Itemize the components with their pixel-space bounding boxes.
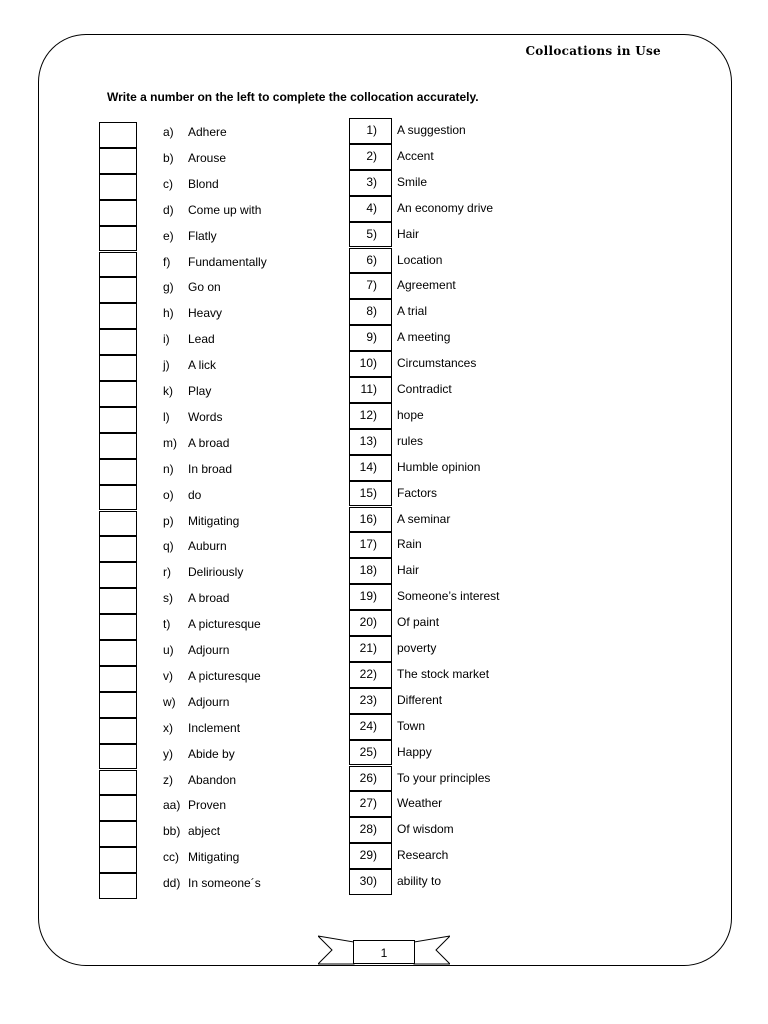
option-number: 6): [349, 248, 392, 274]
option-number: 2): [349, 144, 392, 170]
option-number: 9): [349, 325, 392, 351]
item-letter: t): [163, 617, 171, 632]
right-item-row: [349, 170, 609, 196]
item-word: abject: [188, 824, 221, 839]
left-item-row: [99, 459, 359, 485]
answer-blank-box[interactable]: [99, 200, 137, 226]
item-word: do: [188, 487, 202, 502]
item-letter: q): [163, 539, 174, 554]
right-item-row: [349, 507, 609, 533]
item-word: Abandon: [188, 772, 237, 787]
option-text: Accent: [397, 148, 434, 163]
option-text: A suggestion: [397, 123, 466, 137]
right-item-row: [349, 688, 609, 714]
option-number: 1): [349, 118, 392, 144]
option-text: Happy: [397, 744, 432, 759]
item-letter: p): [163, 513, 174, 528]
option-number: 5): [349, 222, 392, 248]
left-item-row: [99, 536, 359, 562]
left-item-row: [99, 226, 359, 252]
answer-blank-box[interactable]: [99, 277, 137, 303]
right-item-row: [349, 714, 609, 740]
item-letter: i): [163, 332, 170, 347]
left-item-row: [99, 873, 359, 899]
item-letter: b): [163, 150, 174, 165]
option-text: Rain: [397, 537, 422, 552]
item-letter: u): [163, 643, 174, 657]
right-item-row: [349, 144, 609, 170]
option-number: 30): [349, 869, 392, 895]
left-item-row: [99, 666, 359, 692]
option-text: Factors: [397, 485, 438, 500]
right-item-row: [349, 636, 609, 662]
item-letter: j): [163, 358, 170, 373]
option-text: Location: [397, 252, 443, 267]
item-word: Adjourn: [188, 694, 230, 709]
option-text: Hair: [397, 563, 420, 578]
option-text: Weather: [397, 796, 443, 811]
item-word: Blond: [188, 176, 219, 191]
left-item-row: [99, 692, 359, 718]
right-item-row: [349, 403, 609, 429]
option-number: 4): [349, 196, 392, 222]
answer-blank-box[interactable]: [99, 303, 137, 329]
item-word: Inclement: [188, 720, 241, 735]
item-letter: s): [163, 591, 173, 606]
right-item-row: [349, 481, 609, 507]
left-item-row: [99, 381, 359, 407]
right-item-row: [349, 662, 609, 688]
item-letter: r): [163, 565, 171, 580]
item-letter: bb): [163, 824, 181, 839]
option-number: 19): [349, 584, 392, 610]
item-word: Flatly: [188, 228, 217, 243]
option-text: To your principles: [397, 770, 491, 785]
answer-blank-box[interactable]: [99, 692, 137, 718]
option-number: 25): [349, 740, 392, 766]
item-word: Deliriously: [188, 565, 244, 580]
option-number: 14): [349, 455, 392, 481]
item-word: Adjourn: [188, 643, 230, 657]
item-word: Arouse: [188, 150, 227, 165]
answer-blank-box[interactable]: [99, 174, 137, 200]
item-letter: e): [163, 228, 174, 243]
option-text: Agreement: [397, 278, 456, 293]
left-item-row: [99, 355, 359, 381]
option-number: 16): [349, 507, 392, 533]
option-number: 27): [349, 791, 392, 817]
item-word: Come up with: [188, 202, 262, 217]
right-item-row: [349, 791, 609, 817]
left-item-row: [99, 329, 359, 355]
item-letter: l): [163, 409, 170, 424]
item-letter: h): [163, 306, 174, 321]
left-item-row: [99, 588, 359, 614]
left-item-row: [99, 485, 359, 511]
page-number: 1: [353, 940, 415, 964]
item-word: Auburn: [188, 539, 227, 554]
answer-blank-box[interactable]: [99, 485, 137, 511]
option-number: 11): [349, 377, 392, 403]
item-word: A broad: [188, 435, 230, 450]
item-letter: aa): [163, 798, 181, 813]
right-item-row: [349, 222, 609, 248]
exercise-instruction: Write a number on the left to complete the collocation accurately.: [107, 90, 479, 104]
option-text: Humble opinion: [397, 459, 481, 474]
answer-blank-box[interactable]: [99, 847, 137, 873]
option-text: ability to: [397, 874, 442, 889]
right-item-row: [349, 766, 609, 792]
right-item-row: [349, 248, 609, 274]
item-letter: a): [163, 125, 174, 139]
item-word: In someone´s: [188, 876, 261, 891]
option-number: 3): [349, 170, 392, 196]
item-letter: y): [163, 746, 173, 761]
option-number: 10): [349, 351, 392, 377]
answer-blank-box[interactable]: [99, 873, 137, 899]
item-word: Mitigating: [188, 850, 240, 865]
option-text: hope: [397, 407, 424, 422]
answer-blank-box[interactable]: [99, 122, 137, 148]
item-letter: k): [163, 384, 173, 398]
option-number: 29): [349, 843, 392, 869]
left-item-row: [99, 821, 359, 847]
answer-blank-box[interactable]: [99, 355, 137, 381]
left-item-row: [99, 200, 359, 226]
option-number: 12): [349, 403, 392, 429]
answer-blank-box[interactable]: [99, 536, 137, 562]
option-text: Research: [397, 848, 449, 863]
option-text: Different: [397, 692, 443, 707]
option-text: A meeting: [397, 330, 451, 345]
answer-blank-box[interactable]: [99, 226, 137, 252]
left-item-row: [99, 795, 359, 821]
item-letter: z): [163, 772, 173, 787]
item-letter: c): [163, 176, 173, 191]
option-number: 28): [349, 817, 392, 843]
right-item-row: [349, 196, 609, 222]
page-header-title: Collocations in Use: [525, 44, 661, 58]
left-item-row: [99, 148, 359, 174]
answer-blank-box[interactable]: [99, 433, 137, 459]
option-number: 17): [349, 532, 392, 558]
right-item-row: [349, 584, 609, 610]
right-item-row: [349, 351, 609, 377]
answer-blank-box[interactable]: [99, 614, 137, 640]
item-word: Fundamentally: [188, 254, 267, 269]
option-number: 8): [349, 299, 392, 325]
option-text: A seminar: [397, 511, 451, 526]
left-item-row: [99, 174, 359, 200]
option-text: poverty: [397, 641, 437, 655]
item-word: Proven: [188, 798, 227, 813]
item-word: A picturesque: [188, 668, 261, 683]
answer-blank-box[interactable]: [99, 588, 137, 614]
answer-blank-box[interactable]: [99, 718, 137, 744]
option-text: Of paint: [397, 615, 440, 630]
answer-blank-box[interactable]: [99, 640, 137, 666]
left-item-row: [99, 770, 359, 796]
right-item-row: [349, 558, 609, 584]
item-word: A picturesque: [188, 617, 261, 632]
option-number: 7): [349, 273, 392, 299]
left-item-row: [99, 614, 359, 640]
option-number: 21): [349, 636, 392, 662]
left-item-row: [99, 744, 359, 770]
option-text: Of wisdom: [397, 822, 454, 837]
answer-blank-box[interactable]: [99, 252, 137, 278]
item-letter: o): [163, 487, 174, 502]
item-word: Words: [188, 409, 223, 424]
option-number: 22): [349, 662, 392, 688]
item-word: A lick: [188, 358, 217, 373]
option-text: rules: [397, 433, 424, 448]
item-word: In broad: [188, 461, 233, 476]
item-letter: x): [163, 720, 173, 735]
option-text: Smile: [397, 174, 428, 189]
left-item-row: [99, 303, 359, 329]
left-item-row: [99, 433, 359, 459]
item-letter: cc): [163, 850, 179, 865]
option-text: Someone’s interest: [397, 589, 500, 604]
left-item-row: [99, 122, 359, 148]
item-word: Heavy: [188, 306, 223, 321]
option-text: Hair: [397, 226, 420, 241]
item-word: Adhere: [188, 125, 227, 139]
right-item-row: [349, 377, 609, 403]
answer-blank-box[interactable]: [99, 381, 137, 407]
answer-blank-box[interactable]: [99, 459, 137, 485]
answer-blank-box[interactable]: [99, 795, 137, 821]
item-letter: dd): [163, 876, 181, 891]
right-item-row: [349, 843, 609, 869]
answer-blank-box[interactable]: [99, 511, 137, 537]
item-word: Go on: [188, 280, 221, 295]
right-item-row: [349, 118, 609, 144]
left-item-row: [99, 511, 359, 537]
left-item-row: [99, 640, 359, 666]
right-item-row: [349, 273, 609, 299]
item-word: Mitigating: [188, 513, 240, 528]
answer-blank-box[interactable]: [99, 407, 137, 433]
answer-blank-box[interactable]: [99, 562, 137, 588]
option-number: 26): [349, 766, 392, 792]
option-number: 18): [349, 558, 392, 584]
item-word: A broad: [188, 591, 230, 606]
item-letter: f): [163, 254, 171, 269]
right-item-row: [349, 869, 609, 895]
option-text: The stock market: [397, 666, 490, 681]
right-item-row: [349, 610, 609, 636]
right-item-row: [349, 532, 609, 558]
left-item-row: [99, 252, 359, 278]
right-item-row: [349, 740, 609, 766]
item-word: Lead: [188, 332, 215, 347]
option-number: 20): [349, 610, 392, 636]
answer-blank-box[interactable]: [99, 821, 137, 847]
right-item-row: [349, 325, 609, 351]
item-word: Play: [188, 384, 212, 398]
answer-blank-box[interactable]: [99, 744, 137, 770]
option-text: Contradict: [397, 382, 452, 396]
option-number: 24): [349, 714, 392, 740]
right-item-row: [349, 455, 609, 481]
left-item-row: [99, 407, 359, 433]
left-item-row: [99, 718, 359, 744]
item-letter: w): [163, 694, 176, 709]
option-number: 15): [349, 481, 392, 507]
left-item-row: [99, 277, 359, 303]
option-text: Circumstances: [397, 356, 477, 371]
right-item-row: [349, 429, 609, 455]
item-letter: g): [163, 280, 174, 295]
option-text: A trial: [397, 304, 428, 319]
item-letter: m): [163, 435, 177, 450]
option-text: Town: [397, 718, 426, 733]
option-number: 13): [349, 429, 392, 455]
option-text: An economy drive: [397, 200, 494, 215]
answer-blank-box[interactable]: [99, 148, 137, 174]
right-item-row: [349, 817, 609, 843]
item-letter: v): [163, 668, 173, 683]
right-item-row: [349, 299, 609, 325]
option-number: 23): [349, 688, 392, 714]
item-word: Abide by: [188, 746, 235, 761]
left-item-row: [99, 562, 359, 588]
item-letter: n): [163, 461, 174, 476]
answer-blank-box[interactable]: [99, 329, 137, 355]
item-letter: d): [163, 202, 174, 217]
left-item-row: [99, 847, 359, 873]
answer-blank-box[interactable]: [99, 770, 137, 796]
answer-blank-box[interactable]: [99, 666, 137, 692]
